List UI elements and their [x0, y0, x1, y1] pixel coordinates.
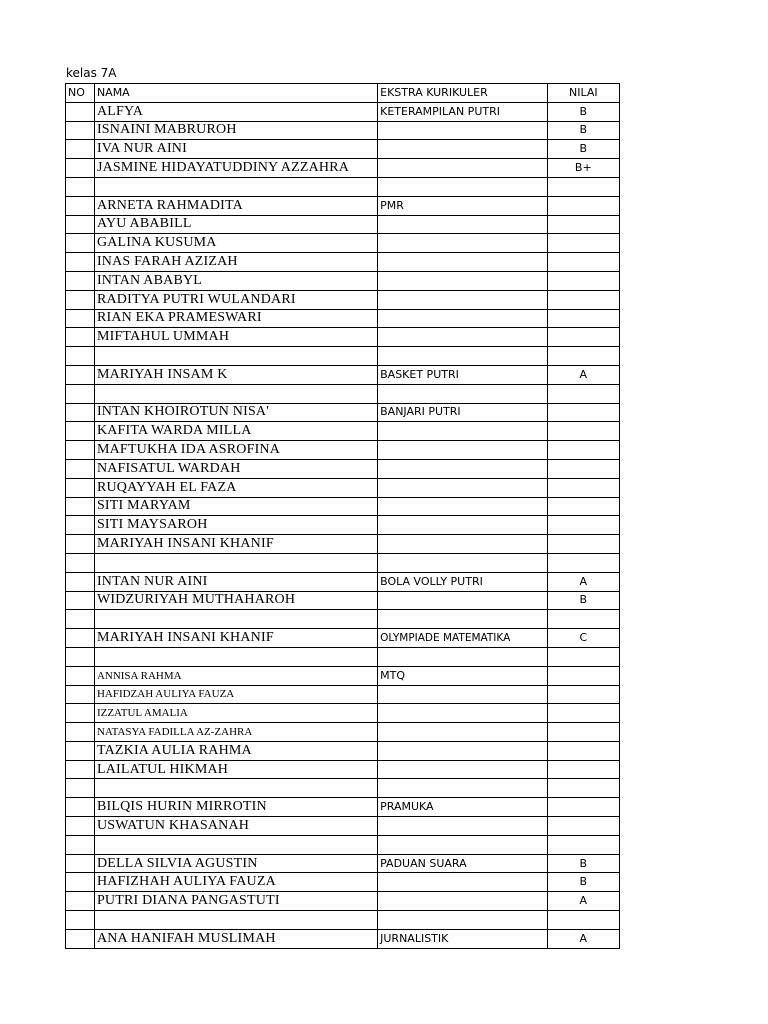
- cell-nilai: [547, 422, 619, 441]
- table-row: [66, 309, 620, 328]
- cell-no: [66, 271, 95, 290]
- cell-nilai: [547, 779, 619, 798]
- cell-nama: HAFIZHAH AULIYA FAUZA: [94, 873, 377, 892]
- table-row: [66, 741, 620, 760]
- cell-nilai: [547, 666, 619, 685]
- cell-ekstra: [378, 159, 548, 178]
- table-row: [66, 911, 620, 930]
- table-row: [66, 159, 620, 178]
- cell-nilai: [547, 328, 619, 347]
- cell-nilai: [547, 704, 619, 723]
- cell-ekstra: [378, 497, 548, 516]
- cell-nama: ARNETA RAHMADITA: [94, 196, 377, 215]
- cell-nilai: [547, 403, 619, 422]
- cell-nama: ALFYA: [94, 102, 377, 121]
- cell-ekstra: [378, 140, 548, 159]
- cell-no: [66, 215, 95, 234]
- cell-nilai: A: [547, 892, 619, 911]
- cell-ekstra: [378, 610, 548, 629]
- header-no: NO: [66, 84, 95, 103]
- sheet-title: kelas 7A: [66, 66, 117, 80]
- cell-no: [66, 572, 95, 591]
- cell-nama: SITI MARYAM: [94, 497, 377, 516]
- cell-ekstra: MTQ: [378, 666, 548, 685]
- cell-no: [66, 121, 95, 140]
- cell-no: [66, 741, 95, 760]
- cell-ekstra: KETERAMPILAN PUTRI: [378, 102, 548, 121]
- table-row: [66, 384, 620, 403]
- cell-nama: INTAN NUR AINI: [94, 572, 377, 591]
- cell-nilai: [547, 760, 619, 779]
- cell-nama: [94, 779, 377, 798]
- table-row: [66, 723, 620, 742]
- cell-nama: NAFISATUL WARDAH: [94, 459, 377, 478]
- table-row: [66, 253, 620, 272]
- table-row: [66, 497, 620, 516]
- cell-no: [66, 234, 95, 253]
- cell-nama: TAZKIA AULIA RAHMA: [94, 741, 377, 760]
- cell-nilai: B: [547, 121, 619, 140]
- cell-no: [66, 328, 95, 347]
- cell-nama: AYU ABABILL: [94, 215, 377, 234]
- cell-nama: USWATUN KHASANAH: [94, 817, 377, 836]
- cell-no: [66, 497, 95, 516]
- cell-ekstra: [378, 911, 548, 930]
- cell-ekstra: [378, 459, 548, 478]
- cell-no: [66, 140, 95, 159]
- table-row: [66, 779, 620, 798]
- cell-nilai: [547, 741, 619, 760]
- cell-no: [66, 459, 95, 478]
- cell-ekstra: [378, 215, 548, 234]
- table-row: [66, 873, 620, 892]
- cell-nilai: [547, 817, 619, 836]
- cell-ekstra: [378, 177, 548, 196]
- cell-no: [66, 666, 95, 685]
- cell-nama: INTAN KHOIROTUN NISA': [94, 403, 377, 422]
- cell-nilai: [547, 253, 619, 272]
- cell-ekstra: [378, 478, 548, 497]
- cell-no: [66, 309, 95, 328]
- table-row: [66, 347, 620, 366]
- cell-nama: IZZATUL AMALIA: [94, 704, 377, 723]
- cell-nilai: B: [547, 854, 619, 873]
- cell-ekstra: [378, 441, 548, 460]
- cell-ekstra: [378, 328, 548, 347]
- cell-no: [66, 817, 95, 836]
- table-row: [66, 102, 620, 121]
- cell-ekstra: [378, 835, 548, 854]
- cell-nama: ANA HANIFAH MUSLIMAH: [94, 929, 377, 948]
- cell-ekstra: OLYMPIADE MATEMATIKA: [378, 629, 548, 648]
- cell-no: [66, 835, 95, 854]
- header-nilai: NILAI: [547, 84, 619, 103]
- cell-nama: MIFTAHUL UMMAH: [94, 328, 377, 347]
- cell-ekstra: [378, 723, 548, 742]
- cell-ekstra: JURNALISTIK: [378, 929, 548, 948]
- header-nama: NAMA: [94, 84, 377, 103]
- cell-nama: [94, 911, 377, 930]
- cell-no: [66, 102, 95, 121]
- cell-ekstra: [378, 516, 548, 535]
- table-row: [66, 591, 620, 610]
- cell-nama: RADITYA PUTRI WULANDARI: [94, 290, 377, 309]
- cell-nama: BILQIS HURIN MIRROTIN: [94, 798, 377, 817]
- cell-nama: RIAN EKA PRAMESWARI: [94, 309, 377, 328]
- cell-nama: MAFTUKHA IDA ASROFINA: [94, 441, 377, 460]
- cell-nilai: B: [547, 873, 619, 892]
- cell-ekstra: [378, 741, 548, 760]
- cell-ekstra: PMR: [378, 196, 548, 215]
- header-row: [66, 84, 620, 103]
- cell-nama: [94, 347, 377, 366]
- cell-no: [66, 422, 95, 441]
- table-row: [66, 478, 620, 497]
- cell-nama: WIDZURIYAH MUTHAHAROH: [94, 591, 377, 610]
- cell-no: [66, 647, 95, 666]
- cell-nama: INTAN ABABYL: [94, 271, 377, 290]
- cell-nilai: B: [547, 591, 619, 610]
- cell-ekstra: [378, 347, 548, 366]
- table-row: [66, 666, 620, 685]
- table-row: [66, 365, 620, 384]
- cell-no: [66, 196, 95, 215]
- cell-nama: RUQAYYAH EL FAZA: [94, 478, 377, 497]
- cell-nilai: A: [547, 572, 619, 591]
- cell-no: [66, 629, 95, 648]
- cell-nama: NATASYA FADILLA AZ-ZAHRA: [94, 723, 377, 742]
- header-ekstra: EKSTRA KURIKULER: [378, 84, 548, 103]
- cell-nilai: [547, 177, 619, 196]
- cell-nilai: [547, 234, 619, 253]
- cell-ekstra: [378, 704, 548, 723]
- cell-no: [66, 553, 95, 572]
- table-row: [66, 516, 620, 535]
- cell-no: [66, 610, 95, 629]
- cell-ekstra: BASKET PUTRI: [378, 365, 548, 384]
- table-row: [66, 459, 620, 478]
- cell-nilai: [547, 647, 619, 666]
- table-row: [66, 403, 620, 422]
- cell-ekstra: [378, 873, 548, 892]
- cell-ekstra: [378, 422, 548, 441]
- table-row: [66, 629, 620, 648]
- cell-nama: IVA NUR AINI: [94, 140, 377, 159]
- table-row: [66, 647, 620, 666]
- cell-ekstra: [378, 384, 548, 403]
- table-row: [66, 835, 620, 854]
- cell-nilai: [547, 478, 619, 497]
- cell-nama: [94, 835, 377, 854]
- cell-no: [66, 177, 95, 196]
- cell-nilai: A: [547, 365, 619, 384]
- cell-ekstra: [378, 121, 548, 140]
- table-row: [66, 892, 620, 911]
- table-row: [66, 215, 620, 234]
- cell-nilai: [547, 441, 619, 460]
- cell-no: [66, 911, 95, 930]
- cell-nilai: [547, 553, 619, 572]
- cell-no: [66, 516, 95, 535]
- cell-ekstra: BOLA VOLLY PUTRI: [378, 572, 548, 591]
- table-row: [66, 196, 620, 215]
- cell-ekstra: [378, 309, 548, 328]
- cell-no: [66, 478, 95, 497]
- cell-no: [66, 929, 95, 948]
- cell-nama: [94, 610, 377, 629]
- cell-no: [66, 892, 95, 911]
- cell-nilai: [547, 497, 619, 516]
- cell-nama: JASMINE HIDAYATUDDINY AZZAHRA: [94, 159, 377, 178]
- cell-ekstra: [378, 553, 548, 572]
- cell-no: [66, 347, 95, 366]
- cell-no: [66, 403, 95, 422]
- table-row: [66, 441, 620, 460]
- cell-nama: [94, 384, 377, 403]
- cell-ekstra: [378, 535, 548, 554]
- table-row: [66, 140, 620, 159]
- cell-no: [66, 685, 95, 704]
- cell-no: [66, 253, 95, 272]
- cell-no: [66, 873, 95, 892]
- table-row: [66, 234, 620, 253]
- extracurricular-table: [65, 83, 620, 949]
- table-row: [66, 685, 620, 704]
- table-row: [66, 798, 620, 817]
- table-row: [66, 760, 620, 779]
- cell-nama: INAS FARAH AZIZAH: [94, 253, 377, 272]
- cell-no: [66, 290, 95, 309]
- table-row: [66, 929, 620, 948]
- cell-nama: PUTRI DIANA PANGASTUTI: [94, 892, 377, 911]
- cell-no: [66, 854, 95, 873]
- cell-nilai: A: [547, 929, 619, 948]
- cell-nama: GALINA KUSUMA: [94, 234, 377, 253]
- cell-nama: SITI MAYSAROH: [94, 516, 377, 535]
- cell-nilai: [547, 459, 619, 478]
- cell-nama: KAFITA WARDA MILLA: [94, 422, 377, 441]
- cell-no: [66, 535, 95, 554]
- cell-no: [66, 441, 95, 460]
- cell-no: [66, 384, 95, 403]
- cell-ekstra: [378, 591, 548, 610]
- cell-nilai: [547, 835, 619, 854]
- cell-nama: DELLA SILVIA AGUSTIN: [94, 854, 377, 873]
- cell-nama: ANNISA RAHMA: [94, 666, 377, 685]
- table-row: [66, 553, 620, 572]
- cell-nilai: [547, 347, 619, 366]
- cell-nilai: [547, 384, 619, 403]
- cell-nilai: B+: [547, 159, 619, 178]
- cell-nilai: B: [547, 140, 619, 159]
- cell-nama: MARIYAH INSAM K: [94, 365, 377, 384]
- cell-ekstra: [378, 271, 548, 290]
- table-row: [66, 328, 620, 347]
- cell-no: [66, 798, 95, 817]
- cell-no: [66, 723, 95, 742]
- cell-ekstra: [378, 647, 548, 666]
- cell-nilai: [547, 610, 619, 629]
- cell-ekstra: PADUAN SUARA: [378, 854, 548, 873]
- cell-nama: LAILATUL HIKMAH: [94, 760, 377, 779]
- cell-ekstra: [378, 253, 548, 272]
- cell-ekstra: [378, 779, 548, 798]
- cell-nilai: [547, 516, 619, 535]
- table-row: [66, 121, 620, 140]
- cell-nama: [94, 553, 377, 572]
- cell-nilai: [547, 196, 619, 215]
- cell-nilai: [547, 798, 619, 817]
- table-row: [66, 271, 620, 290]
- cell-nilai: [547, 911, 619, 930]
- cell-ekstra: [378, 290, 548, 309]
- cell-ekstra: PRAMUKA: [378, 798, 548, 817]
- cell-ekstra: [378, 760, 548, 779]
- cell-ekstra: [378, 817, 548, 836]
- cell-nilai: [547, 723, 619, 742]
- table-row: [66, 535, 620, 554]
- cell-ekstra: [378, 685, 548, 704]
- cell-no: [66, 704, 95, 723]
- cell-ekstra: [378, 892, 548, 911]
- table-row: [66, 704, 620, 723]
- cell-nama: MARIYAH INSANI KHANIF: [94, 535, 377, 554]
- cell-no: [66, 779, 95, 798]
- cell-nama: [94, 647, 377, 666]
- table-row: [66, 177, 620, 196]
- cell-nama: MARIYAH INSANI KHANIF: [94, 629, 377, 648]
- cell-nilai: [547, 271, 619, 290]
- cell-no: [66, 591, 95, 610]
- cell-nilai: C: [547, 629, 619, 648]
- table-row: [66, 610, 620, 629]
- cell-nama: ISNAINI MABRUROH: [94, 121, 377, 140]
- table-row: [66, 422, 620, 441]
- cell-nama: [94, 177, 377, 196]
- cell-no: [66, 365, 95, 384]
- cell-nilai: [547, 685, 619, 704]
- table-row: [66, 854, 620, 873]
- cell-ekstra: BANJARI PUTRI: [378, 403, 548, 422]
- cell-nilai: [547, 535, 619, 554]
- cell-nilai: B: [547, 102, 619, 121]
- cell-nilai: [547, 309, 619, 328]
- table-row: [66, 817, 620, 836]
- cell-no: [66, 159, 95, 178]
- cell-nilai: [547, 290, 619, 309]
- cell-no: [66, 760, 95, 779]
- cell-ekstra: [378, 234, 548, 253]
- table-row: [66, 290, 620, 309]
- cell-nilai: [547, 215, 619, 234]
- cell-nama: HAFIDZAH AULIYA FAUZA: [94, 685, 377, 704]
- table-row: [66, 572, 620, 591]
